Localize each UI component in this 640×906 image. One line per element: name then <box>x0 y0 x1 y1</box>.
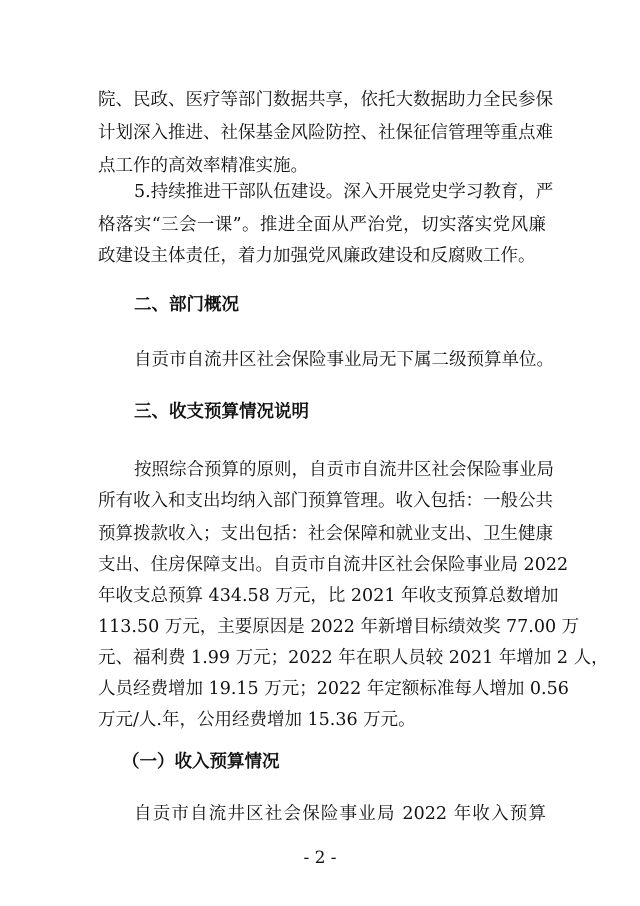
body-line: 自贡市自流井区社会保险事业局 2022 年收入预算 <box>134 804 546 824</box>
section-heading: 二、部门概况 <box>134 295 239 315</box>
body-line: 支出、住房保障支出。自贡市自流井区社会保险事业局 2022 <box>98 555 569 575</box>
body-line: 5.持续推进干部队伍建设。深入开展党史学习教育，严 <box>134 182 554 202</box>
body-line: 院、民政、医疗等部门数据共享，依托大数据助力全民参保 <box>98 90 553 110</box>
body-line: 所有收入和支出均纳入部门预算管理。收入包括：一般公共 <box>98 491 553 511</box>
page-number: - 2 - <box>303 848 337 868</box>
body-line: 113.50 万元，主要原因是 2022 年新增目标绩效奖 77.00 万 <box>98 617 580 637</box>
body-line: 预算拨款收入；支出包括：社会保障和就业支出、卫生健康 <box>98 524 553 544</box>
body-line: 年收支总预算 434.58 万元，比 2021 年收支预算总数增加 <box>98 586 559 606</box>
body-line: 计划深入推进、社保基金风险防控、社保征信管理等重点难 <box>98 123 553 143</box>
body-line: 点工作的高效率精准实施。 <box>98 156 308 176</box>
subsection-heading: （一）收入预算情况 <box>122 752 280 772</box>
body-line: 格落实“三会一课”。推进全面从严治党，切实落实党风廉 <box>98 215 546 235</box>
body-line: 按照综合预算的原则，自贡市自流井区社会保险事业局 <box>134 460 554 480</box>
section-heading: 三、收支预算情况说明 <box>134 402 309 422</box>
body-line: 元、福利费 1.99 万元；2022 年在职人员较 2021 年增加 2 人， <box>98 648 609 668</box>
body-line: 自贡市自流井区社会保险事业局无下属二级预算单位。 <box>134 350 554 370</box>
body-line: 万元/人.年，公用经费增加 15.36 万元。 <box>98 710 416 730</box>
body-line: 政建设主体责任，着力加强党风廉政建设和反腐败工作。 <box>98 246 536 266</box>
body-line: 人员经费增加 19.15 万元；2022 年定额标准每人增加 0.56 <box>98 679 569 699</box>
